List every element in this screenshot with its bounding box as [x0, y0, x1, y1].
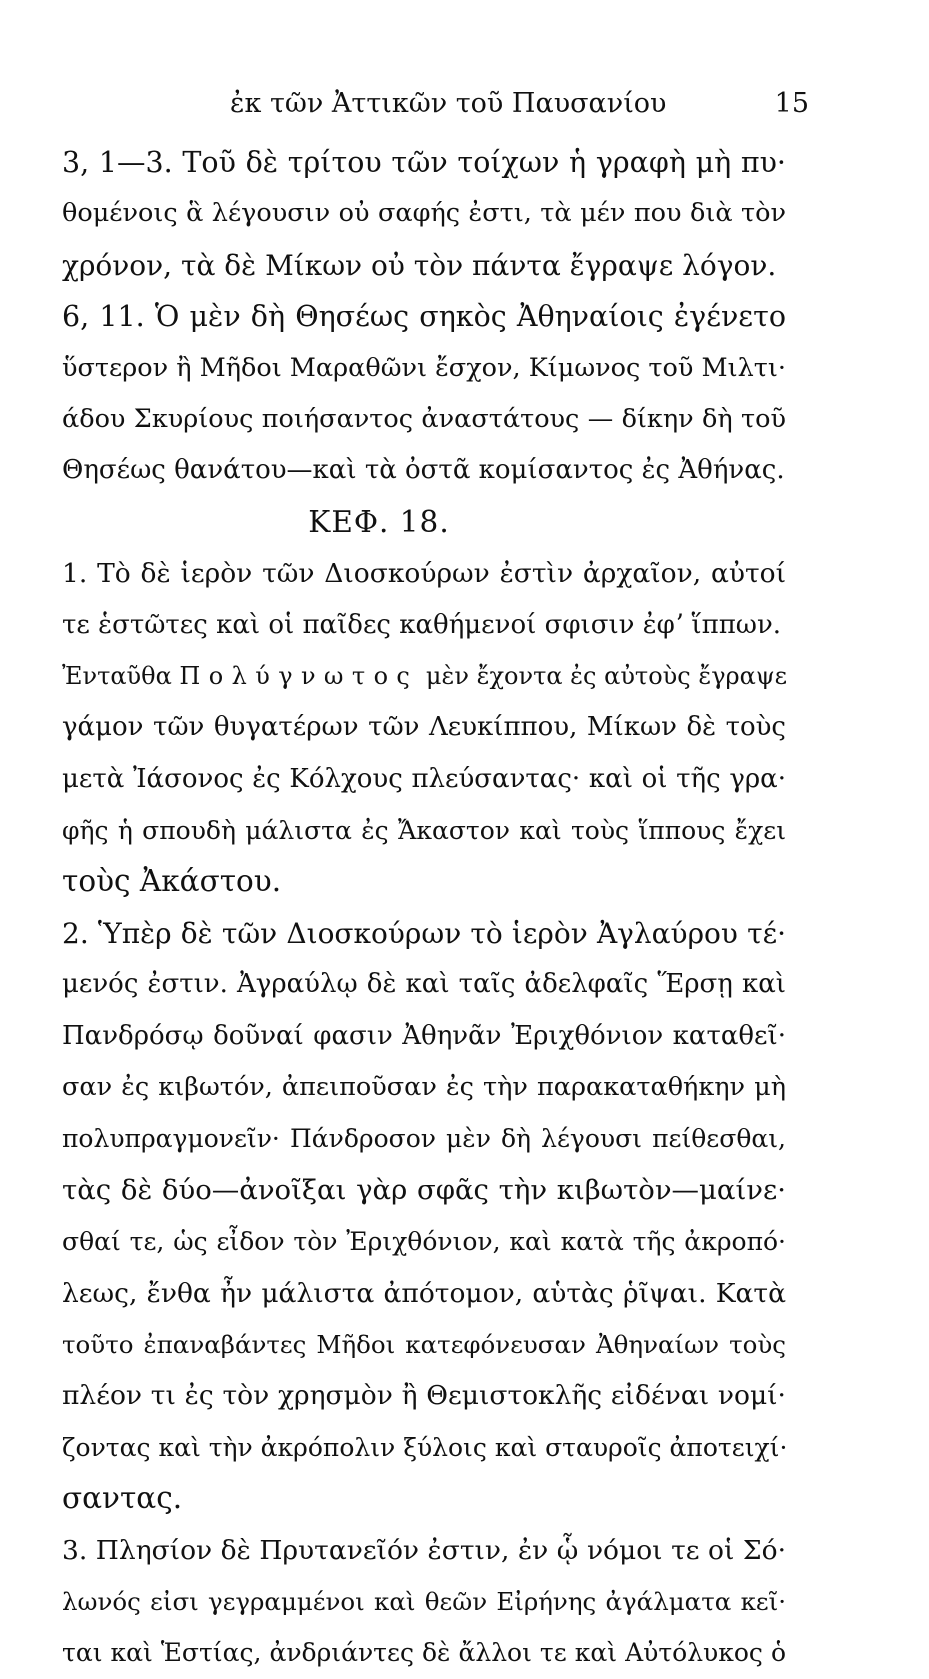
page-number: 15 — [774, 88, 809, 119]
text-line: γάμον τῶν θυγατέρων τῶν Λευκίππου, Μίκων δὲ τοὺς — [62, 712, 786, 743]
text-line: σαντας. — [62, 1481, 183, 1516]
text-line — [62, 651, 786, 702]
text-line: πολυπραγμονεῖν· Πάνδροσον μὲν δὴ λέγουσι πείθεσθαι, — [62, 1124, 786, 1154]
text-line: σαν ἐς κιβωτόν, ἀπειποῦσαν ἐς τὴν παρακαταθήκην μὴ — [62, 1072, 786, 1103]
text-fragment: μὲν ἔχοντα ἐς αὐτοὺς ἔγραψε — [418, 661, 788, 690]
text-line: πλέον τι ἐς τὸν χρησμὸν ἢ Θεμιστοκλῆς εἰδέναι νομί· — [62, 1380, 786, 1412]
text-line: 2. Ὑπὲρ δὲ τῶν Διοσκούρων τὸ ἱερὸν Ἀγλαύρου τέ· — [62, 916, 786, 950]
text-line: φῆς ἡ σπουδὴ μάλιστα ἐς Ἄκαστον καὶ τοὺς ἵππους ἔχει — [62, 816, 786, 846]
text-line: Πανδρόσῳ δοῦναί φασιν Ἀθηνᾶν Ἐριχθόνιον καταθεῖ· — [62, 1020, 786, 1051]
text-fragment: Ἐνταῦθα — [62, 661, 180, 690]
text-line: λεως, ἔνθα ἦν μάλιστα ἀπότομον, αὑτὰς ῥῖψαι. Κατὰ — [62, 1277, 786, 1309]
text-line: ται καὶ Ἑστίας, ἀνδριάντες δὲ ἄλλοι τε καὶ Αὐτόλυκος ὁ — [62, 1638, 786, 1668]
running-head — [60, 84, 809, 124]
text-line: μετὰ Ἰάσονος ἐς Κόλχους πλεύσαντας· καὶ οἱ τῆς γρα· — [62, 763, 786, 794]
text-line: Θησέως θανάτου—καὶ τὰ ὀστᾶ κομίσαντος ἐς Ἀθήνας. — [62, 455, 785, 486]
text-line: 6, 11. Ὁ μὲν δὴ Θησέως σηκὸς Ἀθηναίοις ἐγένετο — [62, 300, 786, 334]
text-line: τοὺς Ἀκάστου. — [62, 864, 282, 899]
text-line: 3, 1—3. Τοῦ δὲ τρίτου τῶν τοίχων ἡ γραφὴ μὴ πυ· — [62, 146, 786, 179]
text-line: σθαί τε, ὡς εἶδον τὸν Ἐριχθόνιον, καὶ κατὰ τῆς ἀκροπό· — [62, 1227, 786, 1257]
text-line: λωνός εἰσι γεγραμμένοι καὶ θεῶν Εἰρήνης ἀγάλματα κεῖ· — [62, 1586, 786, 1616]
text-line: ὕστερον ἢ Μῆδοι Μαραθῶνι ἔσχον, Κίμωνος τοῦ Μιλτι· — [62, 352, 786, 383]
text-line: τοῦτο ἐπαναβάντες Μῆδοι κατεφόνευσαν Ἀθηναίων τοὺς — [62, 1329, 786, 1359]
spaced-name: Πολύγνωτος — [179, 661, 419, 690]
text-line: θομένοις ἃ λέγουσιν οὐ σαφής ἐστι, τὰ μέν που διὰ τὸν — [62, 198, 786, 229]
text-line: μενός ἐστιν. Ἀγραύλῳ δὲ καὶ ταῖς ἀδελφαῖς Ἕρσῃ καὶ — [62, 969, 786, 1000]
text-line: 3. Πλησίον δὲ Πρυτανεῖόν ἐστιν, ἐν ᾧ νόμοι τε οἱ Σό· — [62, 1534, 786, 1566]
text-line: άδου Σκυρίους ποιήσαντος ἀναστάτους — δίκην δὴ τοῦ — [62, 403, 786, 434]
text-line: ζοντας καὶ τὴν ἀκρόπολιν ξύλοις καὶ σταυροῖς ἀποτειχί· — [62, 1432, 788, 1462]
body-text — [62, 137, 786, 1679]
text-line: τε ἑστῶτες καὶ οἱ παῖδες καθήμενοί σφισιν ἐφʼ ἵππων. — [62, 609, 782, 640]
chapter-heading: ΚΕΦ. 18. — [308, 504, 450, 539]
text-line: 1. Τὸ δὲ ἱερὸν τῶν Διοσκούρων ἐστὶν ἀρχαῖον, αὐτοί — [62, 558, 786, 590]
text-line: τὰς δὲ δύο—ἀνοῖξαι γὰρ σφᾶς τὴν κιβωτὸν—μαίνε· — [62, 1173, 786, 1206]
running-title: ἐκ τῶν Ἀττικῶν τοῦ Παυσανίου — [230, 88, 667, 119]
text-line: χρόνον, τὰ δὲ Μίκων οὐ τὸν πάντα ἔγραψε λόγον. — [62, 248, 777, 282]
